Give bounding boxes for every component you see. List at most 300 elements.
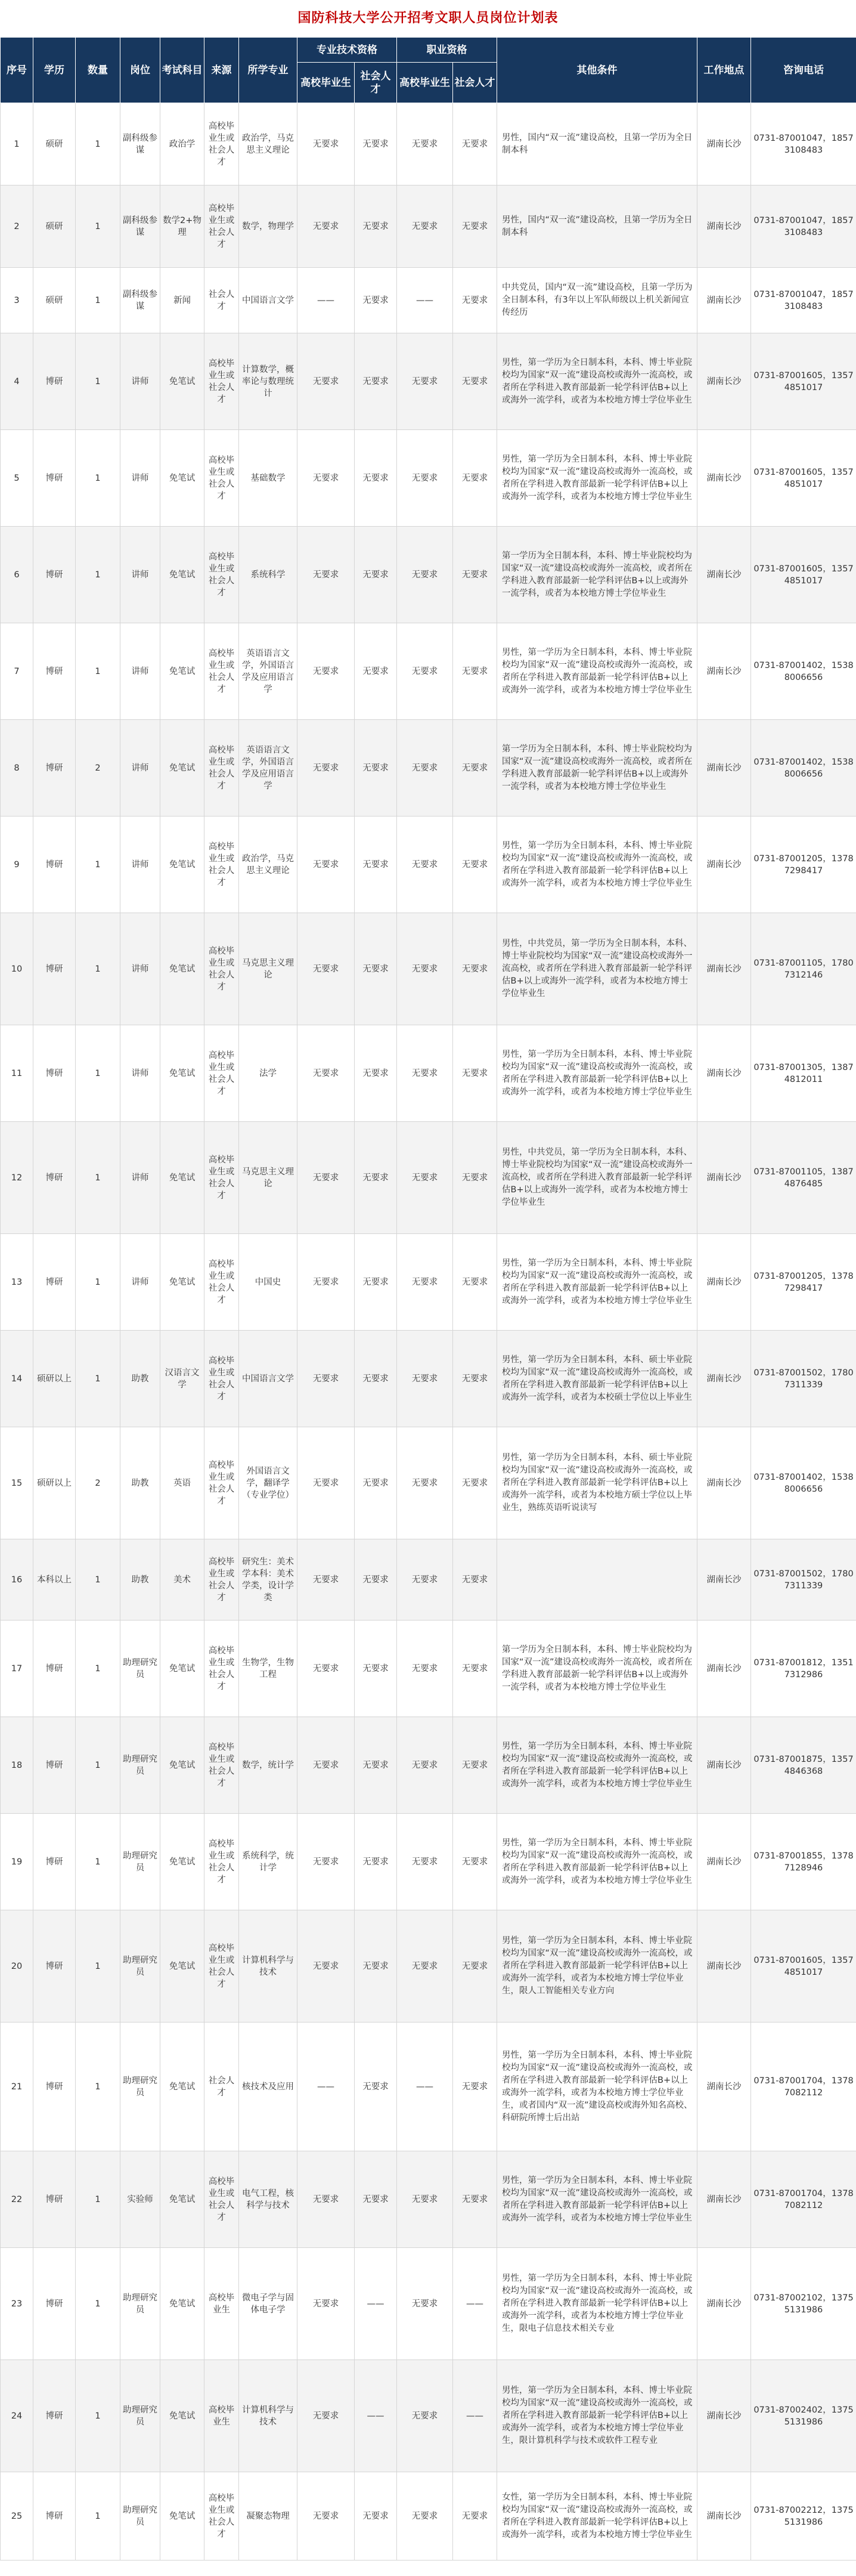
cell-voc-social: 无要求 [453,623,497,720]
cell-position: 讲师 [120,333,160,430]
cell-prof-social: 无要求 [355,720,397,817]
cell-prof-social: 无要求 [355,268,397,333]
cell-voc-social: 无要求 [453,527,497,623]
cell-count: 1 [76,527,120,623]
cell-position: 副科级参谋 [120,103,160,185]
cell-source: 高校毕业生或社会人才 [204,1539,239,1621]
cell-major: 政治学，马克思主义理论 [239,103,297,185]
cell-prof-social: 无要求 [355,1331,397,1427]
cell-voc-social: 无要求 [453,2472,497,2560]
table-body [1,103,856,2560]
cell-seq: 5 [1,430,33,527]
cell-other-conditions: 中共党员，国内“双一流”建设高校，且第一学历为全日制本科，有3年以上军队师级以上机关新闻宣传经历 [497,268,697,333]
cell-voc-social: 无要求 [453,913,497,1025]
cell-seq: 24 [1,2360,33,2472]
cell-voc-graduate: 无要求 [397,720,453,817]
cell-position: 助教 [120,1427,160,1539]
cell-other-conditions: 男性，第一学历为全日制本科，本科、博士毕业院校均为国家“双一流”建设高校或海外一流高校，或者所在学科进入教育部最新一轮学科评估B+以上或海外一流学科，或者为本校地方博士学位毕业生 [497,1234,697,1331]
header-count: 数量 [76,38,120,103]
cell-voc-graduate: 无要求 [397,2248,453,2360]
cell-seq: 10 [1,913,33,1025]
positions-table [0,37,856,2560]
cell-phone: 0731-87001855，13787128946 [751,1814,856,1910]
header-prof-graduate: 高校毕业生 [297,63,355,103]
table-row [1,430,856,527]
cell-voc-graduate: 无要求 [397,1910,453,2023]
cell-location: 湖南长沙 [697,1814,751,1910]
cell-position: 副科级参谋 [120,185,160,268]
cell-exam: 政治学 [160,103,204,185]
cell-prof-social: 无要求 [355,1025,397,1122]
cell-prof-social: 无要求 [355,623,397,720]
cell-voc-graduate: 无要求 [397,1025,453,1122]
cell-location: 湖南长沙 [697,2151,751,2248]
cell-seq: 25 [1,2472,33,2560]
cell-voc-graduate: 无要求 [397,1234,453,1331]
cell-exam: 新闻 [160,268,204,333]
cell-phone: 0731-87001205，13787298417 [751,1234,856,1331]
cell-exam: 数学2+物理 [160,185,204,268]
cell-voc-social: 无要求 [453,1621,497,1717]
cell-seq: 17 [1,1621,33,1717]
cell-education: 博研 [33,1621,76,1717]
table-row [1,527,856,623]
cell-count: 2 [76,1427,120,1539]
cell-voc-social: 无要求 [453,1910,497,2023]
cell-other-conditions: 第一学历为全日制本科，本科、博士毕业院校均为国家“双一流”建设高校或海外一流高校，或者所在学科进入教育部最新一轮学科评估B+以上或海外一流学科，或者为本校地方博士学位毕业生 [497,527,697,623]
cell-other-conditions: 男性，第一学历为全日制本科，本科、博士毕业院校均为国家“双一流”建设高校或海外一流高校，或者所在学科进入教育部最新一轮学科评估B+以上或海外一流学科，或者为本校地方博士学位毕业生 [497,430,697,527]
header-location: 工作地点 [697,38,751,103]
cell-prof-social: 无要求 [355,2151,397,2248]
cell-count: 1 [76,1234,120,1331]
cell-location: 湖南长沙 [697,1910,751,2023]
cell-education: 博研 [33,2472,76,2560]
cell-voc-social: 无要求 [453,103,497,185]
header-seq: 序号 [1,38,33,103]
cell-education: 博研 [33,2151,76,2248]
cell-voc-social: 无要求 [453,185,497,268]
cell-education: 博研 [33,333,76,430]
cell-prof-graduate: 无要求 [297,1621,355,1717]
cell-prof-social: 无要求 [355,1717,397,1814]
table-row [1,1234,856,1331]
cell-prof-social: 无要求 [355,1910,397,2023]
cell-count: 1 [76,2248,120,2360]
cell-education: 本科以上 [33,1539,76,1621]
cell-location: 湖南长沙 [697,333,751,430]
cell-other-conditions: 男性，第一学历为全日制本科，本科、博士毕业院校均为国家“双一流”建设高校或海外一流高校，或者所在学科进入教育部最新一轮学科评估B+以上或海外一流学科，或者为本校地方博士学位毕业生，或者国内“双一流”建设高校或海外知名高校、科研院所博士后出站 [497,2023,697,2151]
cell-prof-social: 无要求 [355,185,397,268]
cell-phone: 0731-87001402，15388006656 [751,1427,856,1539]
table-header [1,38,856,103]
cell-major: 中国语言文学 [239,1331,297,1427]
cell-prof-social: 无要求 [355,1539,397,1621]
cell-seq: 11 [1,1025,33,1122]
cell-prof-social: 无要求 [355,2023,397,2151]
cell-education: 博研 [33,430,76,527]
table-row [1,2360,856,2472]
cell-major: 数学，物理学 [239,185,297,268]
cell-exam: 英语 [160,1427,204,1539]
cell-position: 助教 [120,1331,160,1427]
cell-exam: 汉语言文学 [160,1331,204,1427]
table-row [1,1621,856,1717]
cell-major: 马克思主义理论 [239,913,297,1025]
cell-exam: 免笔试 [160,1717,204,1814]
cell-prof-graduate: 无要求 [297,185,355,268]
cell-prof-social: 无要求 [355,1234,397,1331]
header-education: 学历 [33,38,76,103]
cell-exam: 免笔试 [160,430,204,527]
cell-location: 湖南长沙 [697,1621,751,1717]
cell-phone: 0731-87001605，13574851017 [751,333,856,430]
cell-location: 湖南长沙 [697,720,751,817]
cell-prof-graduate: 无要求 [297,2248,355,2360]
cell-prof-social: 无要求 [355,430,397,527]
cell-location: 湖南长沙 [697,817,751,913]
cell-exam: 免笔试 [160,527,204,623]
cell-phone: 0731-87001502，17807311339 [751,1539,856,1621]
cell-prof-graduate: 无要求 [297,2151,355,2248]
cell-education: 硕研 [33,185,76,268]
cell-source: 高校毕业生或社会人才 [204,1621,239,1717]
cell-voc-graduate: 无要求 [397,430,453,527]
cell-count: 1 [76,1814,120,1910]
table-row [1,1331,856,1427]
cell-phone: 0731-87001402，15388006656 [751,720,856,817]
cell-exam: 免笔试 [160,1234,204,1331]
cell-voc-graduate: 无要求 [397,1717,453,1814]
table-row [1,2248,856,2360]
cell-seq: 22 [1,2151,33,2248]
cell-exam: 免笔试 [160,720,204,817]
cell-major: 计算机科学与技术 [239,2360,297,2472]
header-position: 岗位 [120,38,160,103]
cell-major: 基础数学 [239,430,297,527]
cell-prof-graduate: 无要求 [297,1717,355,1814]
cell-other-conditions: 女性，第一学历为全日制本科，本科、博士毕业院校均为国家“双一流”建设高校或海外一流高校，或者所在学科进入教育部最新一轮学科评估B+以上或海外一流学科，或者为本校地方博士学位毕业生 [497,2472,697,2560]
cell-seq: 23 [1,2248,33,2360]
cell-phone: 0731-87001047，18573108483 [751,268,856,333]
cell-prof-graduate: 无要求 [297,1427,355,1539]
cell-other-conditions [497,1539,697,1621]
table-row [1,1539,856,1621]
cell-position: 讲师 [120,527,160,623]
cell-location: 湖南长沙 [697,1539,751,1621]
cell-voc-graduate: —— [397,268,453,333]
header-voc-social: 社会人才 [453,63,497,103]
cell-exam: 免笔试 [160,2472,204,2560]
cell-other-conditions: 男性，第一学历为全日制本科，本科、博士毕业院校均为国家“双一流”建设高校或海外一流高校，或者所在学科进入教育部最新一轮学科评估B+以上或海外一流学科，或者为本校地方博士学位毕业生 [497,333,697,430]
table-row [1,817,856,913]
cell-location: 湖南长沙 [697,430,751,527]
cell-voc-graduate: 无要求 [397,2472,453,2560]
cell-source: 高校毕业生 [204,2248,239,2360]
cell-count: 1 [76,913,120,1025]
cell-education: 博研 [33,817,76,913]
cell-prof-graduate: —— [297,2023,355,2151]
cell-prof-social: 无要求 [355,913,397,1025]
cell-count: 1 [76,1539,120,1621]
header-other-conditions: 其他条件 [497,38,697,103]
cell-major: 政治学，马克思主义理论 [239,817,297,913]
cell-prof-graduate: 无要求 [297,1025,355,1122]
cell-voc-graduate: 无要求 [397,623,453,720]
table-row [1,1025,856,1122]
cell-voc-social: 无要求 [453,1427,497,1539]
cell-source: 高校毕业生或社会人才 [204,1025,239,1122]
cell-voc-graduate: 无要求 [397,817,453,913]
cell-source: 高校毕业生或社会人才 [204,430,239,527]
table-row [1,1910,856,2023]
cell-count: 1 [76,2151,120,2248]
cell-phone: 0731-87002102，13755131986 [751,2248,856,2360]
cell-count: 1 [76,430,120,527]
cell-major: 系统科学，统计学 [239,1814,297,1910]
cell-prof-graduate: —— [297,268,355,333]
cell-seq: 9 [1,817,33,913]
cell-education: 博研 [33,1234,76,1331]
cell-seq: 14 [1,1331,33,1427]
cell-location: 湖南长沙 [697,1427,751,1539]
cell-other-conditions: 男性，第一学历为全日制本科，本科、硕士毕业院校均为国家“双一流”建设高校或海外一流高校，或者所在学科进入教育部最新一轮学科评估B+以上或海外一流学科，或者为本校硕士学位以上毕业生 [497,1331,697,1427]
cell-prof-graduate: 无要求 [297,1122,355,1234]
table-row [1,720,856,817]
cell-position: 讲师 [120,720,160,817]
cell-phone: 0731-87001875，13574846368 [751,1717,856,1814]
cell-exam: 免笔试 [160,333,204,430]
cell-count: 1 [76,2023,120,2151]
cell-voc-graduate: 无要求 [397,2151,453,2248]
cell-position: 讲师 [120,430,160,527]
cell-source: 高校毕业生或社会人才 [204,1427,239,1539]
cell-other-conditions: 第一学历为全日制本科，本科、博士毕业院校均为国家“双一流”建设高校或海外一流高校，或者所在学科进入教育部最新一轮学科评估B+以上或海外一流学科，或者为本校地方博士学位毕业生 [497,720,697,817]
cell-phone: 0731-87001047，18573108483 [751,185,856,268]
cell-education: 博研 [33,1717,76,1814]
cell-location: 湖南长沙 [697,1331,751,1427]
cell-source: 高校毕业生或社会人才 [204,527,239,623]
cell-prof-social: 无要求 [355,527,397,623]
cell-other-conditions: 男性，国内“双一流”建设高校，且第一学历为全日制本科 [497,185,697,268]
cell-location: 湖南长沙 [697,623,751,720]
cell-voc-social: 无要求 [453,720,497,817]
table-row [1,1122,856,1234]
cell-source: 高校毕业生或社会人才 [204,1814,239,1910]
cell-prof-graduate: 无要求 [297,817,355,913]
cell-education: 博研 [33,623,76,720]
cell-position: 助理研究员 [120,1621,160,1717]
cell-voc-graduate: 无要求 [397,185,453,268]
cell-other-conditions: 男性，第一学历为全日制本科，本科、博士毕业院校均为国家“双一流”建设高校或海外一流高校，或者所在学科进入教育部最新一轮学科评估B+以上或海外一流学科，或者为本校地方博士学位毕业生，限电子信息技术相关专业 [497,2248,697,2360]
header-prof-social: 社会人才 [355,63,397,103]
cell-prof-graduate: 无要求 [297,2360,355,2472]
cell-education: 博研 [33,720,76,817]
cell-major: 凝聚态物理 [239,2472,297,2560]
cell-other-conditions: 男性，第一学历为全日制本科，本科、博士毕业院校均为国家“双一流”建设高校或海外一流高校，或者所在学科进入教育部最新一轮学科评估B+以上或海外一流学科，或者为本校地方博士学位毕业生 [497,817,697,913]
cell-voc-social: —— [453,2360,497,2472]
cell-phone: 0731-87001502，17807311339 [751,1331,856,1427]
cell-phone: 0731-87001704，13787082112 [751,2151,856,2248]
cell-exam: 免笔试 [160,1814,204,1910]
cell-location: 湖南长沙 [697,2248,751,2360]
cell-seq: 1 [1,103,33,185]
cell-source: 社会人才 [204,2023,239,2151]
cell-prof-social: 无要求 [355,2472,397,2560]
cell-voc-social: —— [453,2248,497,2360]
cell-position: 讲师 [120,913,160,1025]
cell-phone: 0731-87001704，13787082112 [751,2023,856,2151]
cell-position: 讲师 [120,1025,160,1122]
cell-voc-social: 无要求 [453,2151,497,2248]
cell-phone: 0731-87001605，13574851017 [751,430,856,527]
cell-voc-social: 无要求 [453,268,497,333]
cell-voc-graduate: 无要求 [397,1814,453,1910]
cell-location: 湖南长沙 [697,1122,751,1234]
cell-source: 高校毕业生或社会人才 [204,1234,239,1331]
cell-prof-graduate: 无要求 [297,720,355,817]
cell-source: 高校毕业生或社会人才 [204,623,239,720]
cell-phone: 0731-87002402，13755131986 [751,2360,856,2472]
table-row [1,268,856,333]
table-row [1,623,856,720]
cell-seq: 16 [1,1539,33,1621]
cell-source: 高校毕业生或社会人才 [204,1910,239,2023]
cell-count: 1 [76,103,120,185]
cell-position: 讲师 [120,623,160,720]
header-voc-graduate: 高校毕业生 [397,63,453,103]
cell-location: 湖南长沙 [697,2360,751,2472]
cell-phone: 0731-87001402，15388006656 [751,623,856,720]
cell-exam: 免笔试 [160,2151,204,2248]
cell-prof-graduate: 无要求 [297,333,355,430]
cell-phone: 0731-87001605，13574851017 [751,527,856,623]
table-row [1,1814,856,1910]
cell-count: 1 [76,1621,120,1717]
cell-education: 博研 [33,527,76,623]
cell-seq: 15 [1,1427,33,1539]
cell-count: 1 [76,333,120,430]
cell-voc-graduate: 无要求 [397,527,453,623]
cell-position: 讲师 [120,1122,160,1234]
cell-count: 1 [76,268,120,333]
cell-source: 高校毕业生或社会人才 [204,1331,239,1427]
cell-count: 1 [76,1331,120,1427]
cell-count: 1 [76,1717,120,1814]
cell-source: 高校毕业生或社会人才 [204,2151,239,2248]
cell-voc-social: 无要求 [453,1331,497,1427]
cell-phone: 0731-87001205，13787298417 [751,817,856,913]
cell-phone: 0731-87002212，13755131986 [751,2472,856,2560]
table-row [1,1717,856,1814]
cell-prof-graduate: 无要求 [297,623,355,720]
table-row [1,2151,856,2248]
cell-other-conditions: 第一学历为全日制本科，本科、博士毕业院校均为国家“双一流”建设高校或海外一流高校，或者所在学科进入教育部最新一轮学科评估B+以上或海外一流学科，或者为本校地方博士学位毕业生 [497,1621,697,1717]
cell-count: 1 [76,2360,120,2472]
cell-major: 中国语言文学 [239,268,297,333]
header-prof-qualification: 专业技术资格 [297,38,397,63]
cell-source: 高校毕业生或社会人才 [204,720,239,817]
cell-source: 高校毕业生或社会人才 [204,185,239,268]
cell-exam: 免笔试 [160,2023,204,2151]
cell-prof-social: 无要求 [355,1814,397,1910]
cell-prof-graduate: 无要求 [297,1910,355,2023]
cell-voc-graduate: 无要求 [397,1122,453,1234]
cell-location: 湖南长沙 [697,913,751,1025]
cell-voc-social: 无要求 [453,1539,497,1621]
cell-location: 湖南长沙 [697,2023,751,2151]
cell-prof-social: 无要求 [355,817,397,913]
cell-voc-graduate: 无要求 [397,913,453,1025]
cell-source: 高校毕业生或社会人才 [204,1122,239,1234]
cell-location: 湖南长沙 [697,1717,751,1814]
cell-count: 1 [76,817,120,913]
cell-other-conditions: 男性，第一学历为全日制本科，本科、博士毕业院校均为国家“双一流”建设高校或海外一流高校，或者所在学科进入教育部最新一轮学科评估B+以上或海外一流学科，或者为本校地方博士学位毕业生 [497,1025,697,1122]
cell-other-conditions: 男性，第一学历为全日制本科，本科、博士毕业院校均为国家“双一流”建设高校或海外一流高校，或者所在学科进入教育部最新一轮学科评估B+以上或海外一流学科，或者为本校地方博士学位毕业生，限计算机科学与技术或软件工程专业 [497,2360,697,2472]
cell-source: 社会人才 [204,268,239,333]
cell-location: 湖南长沙 [697,185,751,268]
cell-major: 外国语言文学，翻译学（专业学位） [239,1427,297,1539]
cell-major: 法学 [239,1025,297,1122]
cell-voc-social: 无要求 [453,1025,497,1122]
cell-major: 数学，统计学 [239,1717,297,1814]
cell-position: 副科级参谋 [120,268,160,333]
cell-position: 助理研究员 [120,2472,160,2560]
cell-count: 1 [76,623,120,720]
cell-major: 系统科学 [239,527,297,623]
cell-position: 讲师 [120,1234,160,1331]
cell-other-conditions: 男性，第一学历为全日制本科，本科、硕士毕业院校均为国家“双一流”建设高校或海外一流高校，或者所在学科进入教育部最新一轮学科评估B+以上或海外一流学科，或者为本校地方硕士学位以上毕业生，熟练英语听说读写 [497,1427,697,1539]
cell-education: 博研 [33,2360,76,2472]
cell-prof-social: —— [355,2248,397,2360]
cell-other-conditions: 男性，中共党员，第一学历为全日制本科，本科、博士毕业院校均为国家“双一流”建设高校或海外一流高校，或者所在学科进入教育部最新一轮学科评估B+以上或海外一流学科，或者为本校地方博士学位毕业生 [497,1122,697,1234]
cell-exam: 免笔试 [160,1025,204,1122]
cell-seq: 8 [1,720,33,817]
cell-prof-graduate: 无要求 [297,2472,355,2560]
cell-voc-graduate: —— [397,2023,453,2151]
cell-location: 湖南长沙 [697,1234,751,1331]
cell-education: 博研 [33,1122,76,1234]
cell-location: 湖南长沙 [697,1025,751,1122]
cell-prof-graduate: 无要求 [297,913,355,1025]
cell-exam: 免笔试 [160,2248,204,2360]
cell-major: 计算数学，概率论与数理统计 [239,333,297,430]
cell-prof-graduate: 无要求 [297,1539,355,1621]
cell-education: 硕研以上 [33,1427,76,1539]
cell-count: 2 [76,720,120,817]
cell-source: 高校毕业生或社会人才 [204,1717,239,1814]
cell-voc-graduate: 无要求 [397,103,453,185]
cell-position: 助理研究员 [120,1814,160,1910]
cell-exam: 美术 [160,1539,204,1621]
cell-count: 1 [76,185,120,268]
cell-seq: 2 [1,185,33,268]
cell-voc-social: 无要求 [453,1717,497,1814]
cell-exam: 免笔试 [160,2360,204,2472]
cell-count: 1 [76,1122,120,1234]
cell-major: 电气工程，核科学与技术 [239,2151,297,2248]
cell-position: 讲师 [120,817,160,913]
cell-voc-social: 无要求 [453,1814,497,1910]
cell-major: 中国史 [239,1234,297,1331]
table-row [1,103,856,185]
cell-phone: 0731-87001047，18573108483 [751,103,856,185]
cell-education: 博研 [33,913,76,1025]
cell-education: 硕研 [33,103,76,185]
cell-other-conditions: 男性，国内“双一流”建设高校，且第一学历为全日制本科 [497,103,697,185]
cell-seq: 6 [1,527,33,623]
cell-other-conditions: 男性，第一学历为全日制本科，本科、博士毕业院校均为国家“双一流”建设高校或海外一流高校，或者所在学科进入教育部最新一轮学科评估B+以上或海外一流学科，或者为本校地方博士学位毕业生，限人工智能相关专业方向 [497,1910,697,2023]
cell-education: 博研 [33,1910,76,2023]
